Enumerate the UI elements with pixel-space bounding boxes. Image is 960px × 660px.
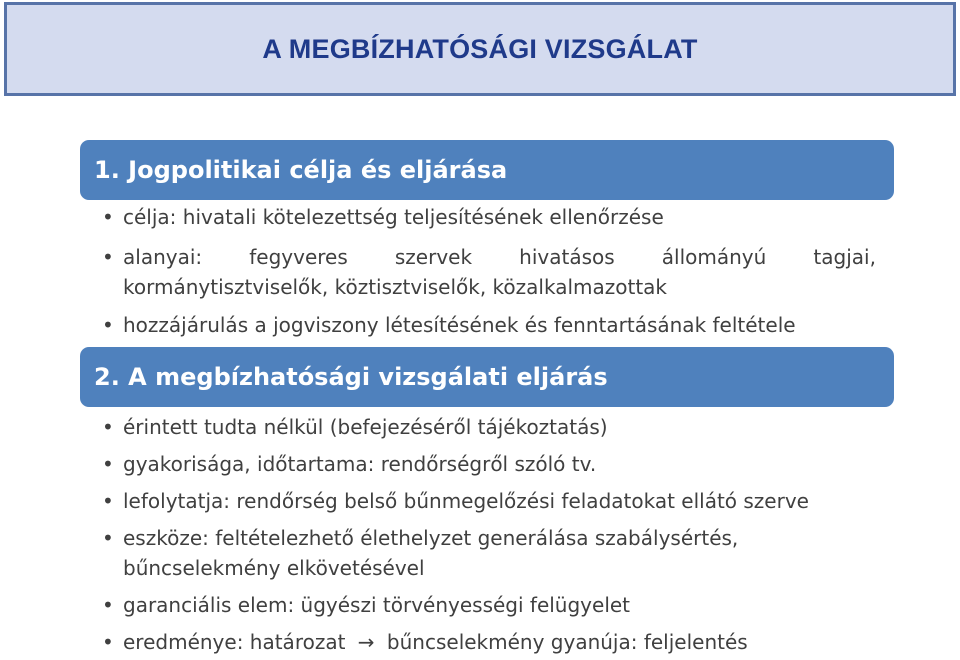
list-item: [102, 310, 876, 340]
bullet-text: gyakorisága, időtartama: rendőrségről szóló tv.: [123, 452, 597, 476]
bullet-icon: •: [102, 593, 114, 617]
word: fegyveres: [249, 245, 348, 269]
bullet-text: [123, 523, 876, 583]
bullet-icon: •: [102, 245, 114, 269]
bullet-line-justified: [123, 242, 876, 272]
title-banner: [4, 2, 956, 96]
list-item: [102, 590, 876, 620]
bullet-text-part: bűncselekmény gyanúja: feljelentés: [386, 630, 748, 654]
bullet-line: eszköze: feltételezhető élethelyzet generálása szabálysértés,: [123, 526, 739, 550]
list-item: [102, 523, 876, 583]
bullet-icon: •: [102, 630, 114, 654]
bullet-text: [123, 242, 876, 302]
arrow-right-icon: →: [357, 630, 375, 654]
section-1-header: [80, 140, 894, 200]
word: szervek: [394, 245, 473, 269]
bullet-icon: •: [102, 415, 114, 439]
section-1-heading: 1. Jogpolitikai célja és eljárása: [94, 156, 508, 184]
bullet-line: kormánytisztviselők, köztisztviselők, közalkalmazottak: [123, 275, 668, 299]
word: alanyai:: [123, 245, 203, 269]
bullet-icon: •: [102, 526, 114, 550]
list-item: [102, 202, 876, 232]
bullet-icon: •: [102, 313, 114, 337]
section-2-heading: 2. A megbízhatósági vizsgálati eljárás: [94, 363, 608, 391]
bullet-text: célja: hivatali kötelezettség teljesítésének ellenőrzése: [123, 205, 664, 229]
bullet-line: bűncselekmény elkövetésével: [123, 556, 425, 580]
bullet-text: [123, 627, 876, 657]
bullet-text: hozzájárulás a jogviszony létesítésének és fenntartásának feltétele: [123, 313, 796, 337]
word: tagjai,: [813, 245, 876, 269]
word: hivatásos: [519, 245, 615, 269]
list-item: [102, 486, 876, 516]
list-item: [102, 627, 876, 657]
word: állományú: [661, 245, 767, 269]
section-2-header: [80, 347, 894, 407]
bullet-icon: •: [102, 452, 114, 476]
bullet-text: érintett tudta nélkül (befejezéséről tájékoztatás): [123, 415, 608, 439]
slide-title: A MEGBÍZHATÓSÁGI VIZSGÁLAT: [262, 33, 698, 64]
bullet-text: lefolytatja: rendőrség belső bűnmegelőzési feladatokat ellátó szerve: [123, 489, 809, 513]
list-item: [102, 242, 876, 302]
list-item: [102, 412, 876, 442]
bullet-text: garanciális elem: ügyészi törvényességi felügyelet: [123, 593, 631, 617]
bullet-icon: •: [102, 489, 114, 513]
bullet-icon: •: [102, 205, 114, 229]
bullet-text-part: eredménye: határozat: [123, 630, 346, 654]
list-item: [102, 449, 876, 479]
